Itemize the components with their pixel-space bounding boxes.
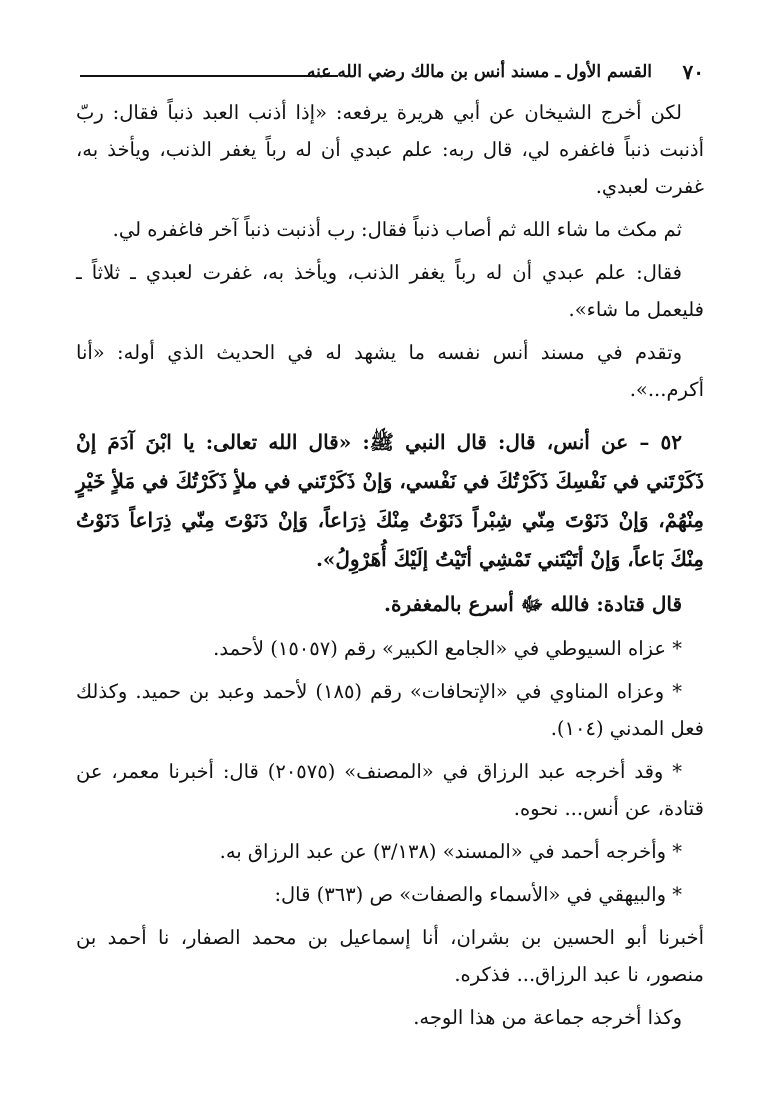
hadith-52-text: ٥٢ – عن أنس، قال: قال النبي ﷺ: «قال الله تعالى: يا ابْنَ آدَمَ إنْ ذَكَرْتَني في نَفْسِكَ ذَكَرْتُكَ في نَفْسي، وَإنْ ذَكَرْتَني في ملأٍ ذَكَرْتُكَ في مَلأٍ خَيْرٍ مِنْهُمْ، وَإنْ دَنَوْتَ مِنّي شِبْراً دَنَوْتُ مِنْكَ ذِرَاعاً، وَإنْ دَنَوْتَ مِنّي ذِرَاعاً دَنَوْتُ مِنْكَ بَاعاً، وَإنْ أتَيْتَني تَمْشِي أتَيْتُ إلَيْكَ أُهَرْوِلُ». <box>76 430 704 571</box>
note-ahmad-musnad: * وأخرجه أحمد في «المسند» (٣/١٣٨) عن عبد الرزاق به. <box>219 840 682 863</box>
note-bayhaqi: * والبيهقي في «الأسماء والصفات» ص (٣٦٣) قال: <box>274 883 682 906</box>
page-number: ٧٠ <box>682 60 704 84</box>
paragraph-second-sin: ثم مكث ما شاء الله ثم أصاب ذنباً فقال: رب أذنبت ذنباً آخر فاغفره لي. <box>112 218 682 241</box>
page-header <box>76 54 704 88</box>
qatada-statement: قال قتادة: فالله ﷻ أسرع بالمغفرة. <box>384 592 682 616</box>
note-suyuti-attribution: * عزاه السيوطي في «الجامع الكبير» رقم (١٥٠٥٧) لأحمد. <box>213 637 682 660</box>
book-page <box>76 54 704 1074</box>
isnad-chain: أخبرنا أبو الحسين بن بشران، أنا إسماعيل بن محمد الصفار، نا أحمد بن منصور، نا عبد الرزاق... فذكره. <box>76 926 704 986</box>
paragraph-third-forgiveness: فقال: علم عبدي أن له رباً يغفر الذنب، ويأخذ به، غفرت لعبدي ـ ثلاثاً ـ فليعمل ما شاء». <box>76 261 704 321</box>
paragraph-cross-reference: وتقدم في مسند أنس نفسه ما يشهد له في الحديث الذي أوله: «أنا أكرم...». <box>76 341 704 401</box>
header-rule <box>80 75 338 77</box>
note-abd-al-razzaq: * وقد أخرجه عبد الرزاق في «المصنف» (٢٠٥٧٥) قال: أخبرنا معمر، عن قتادة، عن أنس... نحوه. <box>76 760 704 820</box>
note-munawi-attribution: * وعزاه المناوي في «الإتحافات» رقم (١٨٥) لأحمد وعبد بن حميد. وكذلك فعل المدني (١٠٤). <box>76 680 704 740</box>
paragraph-abu-hurayra-narration: لكن أخرج الشيخان عن أبي هريرة يرفعه: «إذا أذنب العبد ذنباً فقال: ربّ أذنبت ذنباً فاغفره لي، قال ربه: علم عبدي أن له رباً يغفر الذنب، ويأخذ به، غفرت لعبدي. <box>76 101 704 198</box>
closing-note: وكذا أخرجه جماعة من هذا الوجه. <box>413 1006 682 1029</box>
running-title: القسم الأول ـ مسند أنس بن مالك رضي الله عنه <box>307 62 652 82</box>
